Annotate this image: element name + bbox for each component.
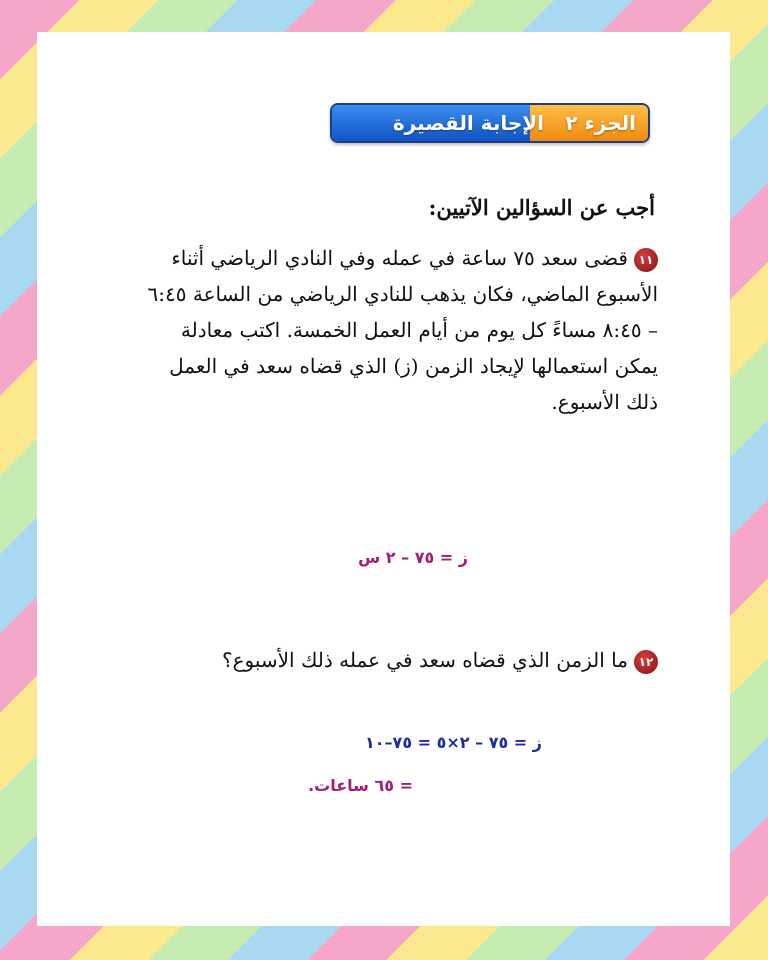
instruction-heading: أجب عن السؤالين الآتيين: [428,195,655,220]
question-2 [222,648,658,674]
answer-1: ز = ٧٥ – ٢ س [358,548,468,567]
question-number-badge: ١١ [634,248,658,272]
section-banner [330,103,650,143]
question-number-badge: ١٢ [634,650,658,674]
banner-text [393,111,648,135]
banner-part-label: الجزء ٢ [565,111,636,135]
question-2-text: ما الزمن الذي قضاه سعد في عمله ذلك الأسبوع؟ [221,648,628,672]
banner-title-label: الإجابة القصيرة [392,111,544,135]
question-1-text: قضى سعد ٧٥ ساعة في عمله وفي النادي الرياضي أثناء الأسبوع الماضي، فكان يذهب للنادي الرياضي من الساعة ٦:٤٥ – ٨:٤٥ مساءً كل يوم من أيام العمل الخمسة. اكتب معادلة يمكن استعمالها لإيجاد الزمن (ز) الذي قضاه سعد في العمل ذلك الأسبوع. [147,246,658,414]
answer-2-line-2: = ٦٥ ساعات. [308,776,413,795]
question-1 [138,240,658,420]
answer-2-line-1: ز = ٧٥ – ٢×٥ = ٧٥–١٠ [365,733,542,752]
